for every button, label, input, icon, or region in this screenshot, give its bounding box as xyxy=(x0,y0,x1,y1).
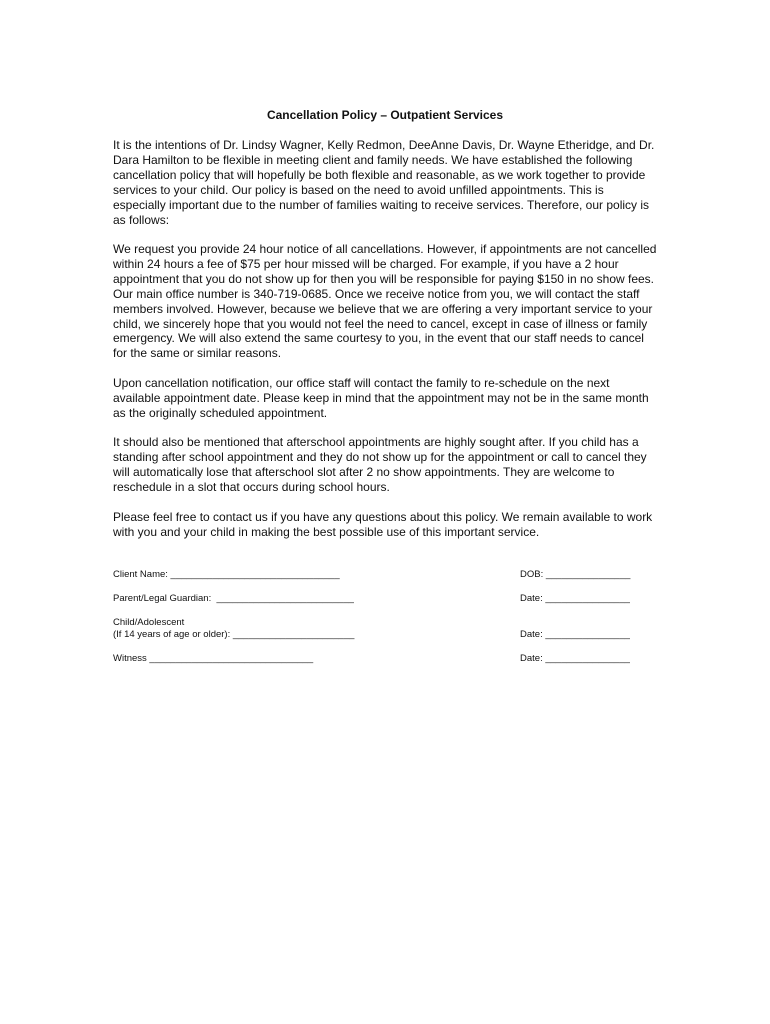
dob-field: DOB: ________________ xyxy=(520,569,631,580)
page-title: Cancellation Policy – Outpatient Services xyxy=(266,108,504,122)
child-adolescent-label: Child/Adolescent xyxy=(113,617,185,628)
witness-field: Witness _______________________________ xyxy=(113,653,314,664)
contact-paragraph: Please feel free to contact us if you have any questions about this policy. We remain available to work with you and your child in making the best possible use of this important service. xyxy=(113,510,653,539)
afterschool-paragraph: It should also be mentioned that afterschool appointments are highly sought after. If you child has a standing after school appointment and they do not show up for the appointment or call to cancel they will automatically lose that afterschool slot after 2 no show appointments. They are welcome to reschedule in a slot that occurs during school hours. xyxy=(113,435,647,494)
client-name-field: Client Name: ________________________________ xyxy=(113,569,340,580)
rescheduling-paragraph: Upon cancellation notification, our office staff will contact the family to re-schedule on the next available appointment date. Please keep in mind that the appointment may not be in the same month as the originally scheduled appointment. xyxy=(113,376,649,420)
date-field-witness: Date: ________________ xyxy=(520,653,630,664)
parent-guardian-field: Parent/Legal Guardian: __________________________ xyxy=(113,593,354,604)
date-field-child: Date: ________________ xyxy=(520,629,630,640)
intro-paragraph: It is the intentions of Dr. Lindsy Wagner, Kelly Redmon, DeeAnne Davis, Dr. Wayne Etheridge, and Dr. Dara Hamilton to be flexible in meeting client and family needs. We have established the following cancellation policy that will hopefully be both flexible and reasonable, as we work together to provide services to your child. Our policy is based on the need to avoid unfilled appointments. This is especially important due to the number of families waiting to receive services. Therefore, our policy is as follows: xyxy=(113,138,655,227)
notice-policy-paragraph: We request you provide 24 hour notice of all cancellations. However, if appointments are not cancelled within 24 hours a fee of $75 per hour missed will be charged. For example, if you have a 2 hour appointment that you do not show up for then you will be responsible for paying $150 in no show fees. Our main office number is 340-719-0685. Once we receive notice from you, we will contact the staff members involved. However, because we believe that we are offering a very important service to your child, we sincerely hope that you would not feel the need to cancel, except in case of illness or family emergency. We will also extend the same courtesy to you, in the event that our staff needs to cancel for the same or similar reasons. xyxy=(113,242,657,361)
date-field-parent: Date: ________________ xyxy=(520,593,630,604)
child-signature-field: (If 14 years of age or older): _______________________ xyxy=(113,629,355,640)
